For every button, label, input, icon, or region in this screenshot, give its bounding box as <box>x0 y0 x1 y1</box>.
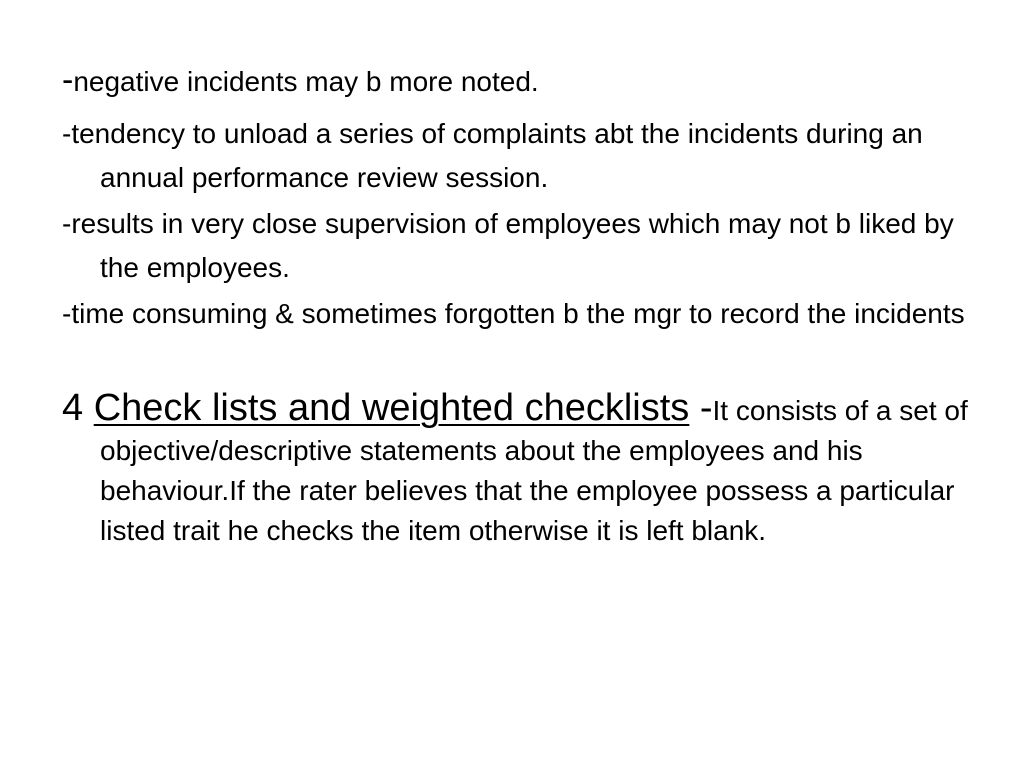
bullet-text: -time consuming & sometimes forgotten b the mgr to record the incidents <box>62 298 965 329</box>
bullet-time-consuming <box>62 292 972 336</box>
bullet-dash: - <box>62 61 74 99</box>
bullet-text: negative incidents may b more noted. <box>73 66 539 97</box>
section-body: consists of a set of objective/descriptive statements about the employees and his behaviour.If the rater believes that the employee possess a particular listed trait he checks the item otherwise it is left blank. <box>100 395 968 546</box>
section-number: 4 <box>62 387 94 429</box>
bullet-tendency-to-unload <box>62 112 972 200</box>
section-lead: It <box>712 395 729 426</box>
section-checklists <box>62 388 972 551</box>
section-heading: Check lists and weighted checklists <box>93 387 690 429</box>
bullet-negative-incidents <box>62 58 972 104</box>
section-separator: - <box>689 387 713 429</box>
bullet-text: -tendency to unload a series of complaints abt the incidents during an annual performance review session. <box>62 118 923 193</box>
bullet-close-supervision <box>62 202 972 290</box>
bullet-text: -results in very close supervision of employees which may not b liked by the employees. <box>62 208 954 283</box>
